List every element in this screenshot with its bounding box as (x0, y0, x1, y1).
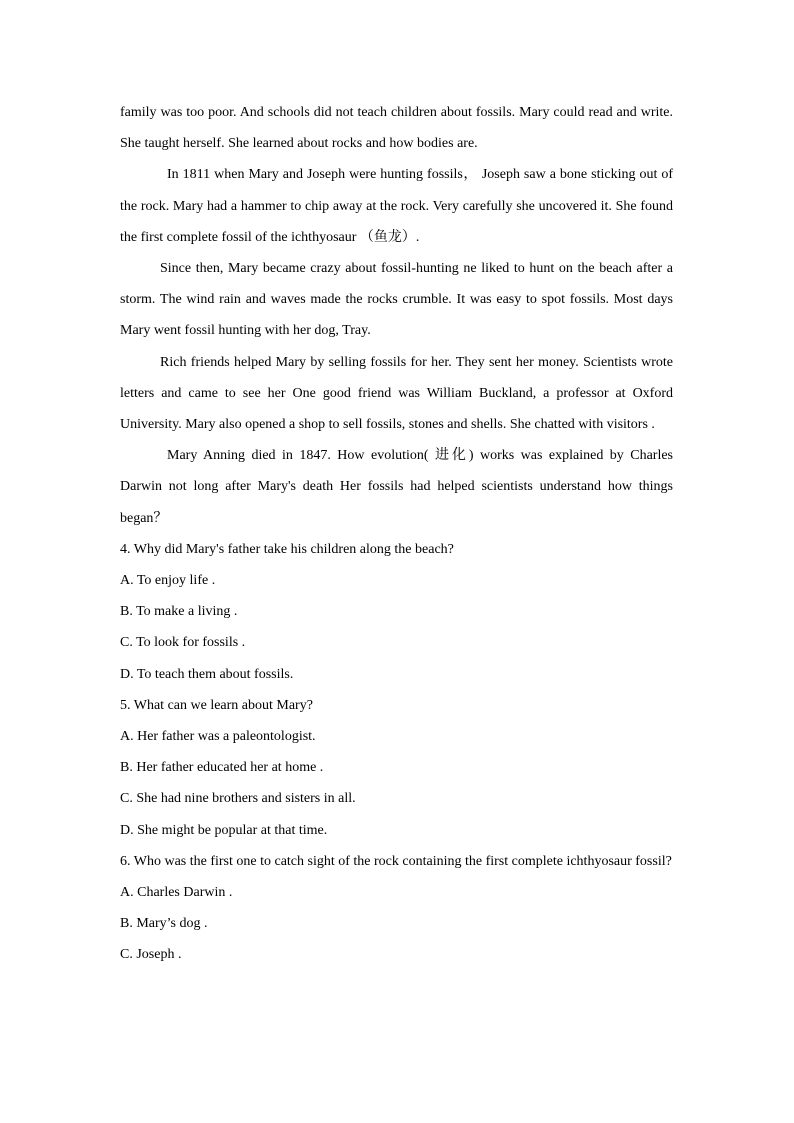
question-5-option-a: A. Her father was a paleontologist. (120, 729, 316, 745)
question-4-option-c: C. To look for fossils . (120, 635, 246, 651)
question-5-option-b: B. Her father educated her at home . (120, 760, 324, 776)
question-4-option-d: D. To teach them about fossils. (120, 666, 294, 682)
question-5-stem: 5. What can we learn about Mary? (120, 697, 313, 713)
passage-paragraph-4: Rich friends helped Mary by selling fossils for her. They sent her money. Scientists wrote letters and came to see her One good friend was William Buckland, a professor at Oxford University. Mary also opened a shop to sell fossils, stones and shells. She chatted with visitors . (120, 354, 673, 433)
document-page (120, 97, 673, 971)
question-5-option-c: C. She had nine brothers and sisters in all. (120, 791, 356, 807)
question-6-option-a: A. Charles Darwin . (120, 885, 233, 901)
passage-paragraph-5: Mary Anning died in 1847. How evolution( 进化) works was explained by Charles Darwin not long after Mary's death Her fossils had helped scientists understand how things began？ (120, 448, 673, 526)
question-6-option-b: B. Mary’s dog . (120, 916, 208, 932)
question-6-stem: 6. Who was the first one to catch sight of the rock containing the first complete ichthyosaur fossil? (120, 853, 672, 869)
question-6-option-c: C. Joseph . (120, 947, 182, 963)
question-4-stem: 4. Why did Mary's father take his children along the beach? (120, 541, 454, 557)
question-4-option-a: A. To enjoy life . (120, 573, 216, 589)
question-4-option-b: B. To make a living . (120, 604, 238, 620)
passage-paragraph-1: family was too poor. And schools did not teach children about fossils. Mary could read and write. She taught herself. She learned about rocks and how bodies are. (120, 105, 673, 152)
passage-paragraph-2: In 1811 when Mary and Joseph were hunting fossils， Joseph saw a bone sticking out of the rock. Mary had a hammer to chip away at the rock. Very carefully she uncovered it. She found the first complete fossil of the ichthyosaur （鱼龙）. (120, 167, 673, 245)
question-5-option-d: D. She might be popular at that time. (120, 822, 328, 838)
passage-paragraph-3: Since then, Mary became crazy about fossil-hunting ne liked to hunt on the beach after a storm. The wind rain and waves made the rocks crumble. It was easy to spot fossils. Most days Mary went fossil hunting with her dog, Tray. (120, 261, 673, 339)
